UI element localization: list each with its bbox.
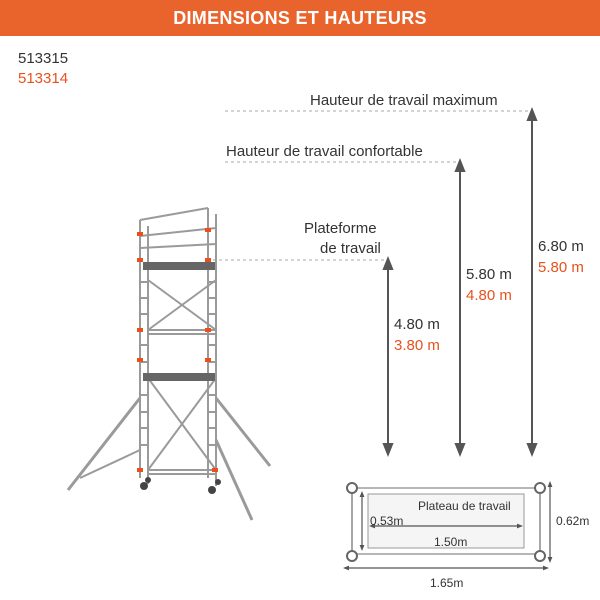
plateau-inner-width: 0.53m [370, 514, 404, 528]
comfort-height-label: Hauteur de travail confortable [226, 143, 423, 160]
platform-label-line1: Plateforme [304, 220, 377, 237]
reference-number-a: 513315 [18, 50, 69, 67]
max-height-value-b: 5.80 m [538, 259, 584, 276]
reference-lines [213, 111, 532, 260]
comfort-height-value-b: 4.80 m [466, 287, 512, 304]
platform-label-line2: de travail [320, 240, 381, 257]
max-height-label: Hauteur de travail maximum [310, 92, 498, 109]
reference-number-b: 513314 [18, 70, 69, 87]
plateau-label: Plateau de travail [418, 499, 511, 513]
scaffold-tower [68, 208, 270, 520]
scaffold-wheels [140, 477, 221, 494]
lower-platform [143, 373, 215, 381]
plateau-inner-length: 1.50m [434, 535, 468, 549]
plateau-outer-width: 0.62m [556, 514, 590, 528]
plateau-outer-length: 1.65m [430, 576, 464, 590]
platform-height-value-a: 4.80 m [394, 316, 440, 333]
banner-title: DIMENSIONS ET HAUTEURS [173, 7, 427, 28]
max-height-value-a: 6.80 m [538, 238, 584, 255]
upper-platform [143, 262, 215, 270]
platform-height-value-b: 3.80 m [394, 337, 440, 354]
comfort-height-value-a: 5.80 m [466, 266, 512, 283]
